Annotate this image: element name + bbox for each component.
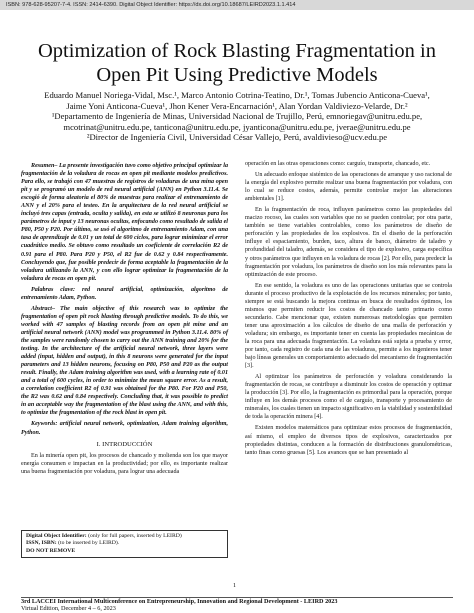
page-number: 1: [233, 582, 237, 589]
right-paragraph-3: En la fragmentación de roca, influyen parámetros como las propiedades del macizo rocoso, las cuales son variables que no se pueden controlar; por otra parte, también se tiene variables controlables, como los parámetros de diseño de perforación y las propiedades de los explosivos. En el diseño de la perforación influye el espaciamiento, burden, taco, altura de banco, diámetro de taladro y profundidad del taladro, además, se considera el tipo de explosivo, carga específica y otros parámetros que influyen en la voladura de rocas [2]. Por ello, para predecir la fragmentación por voladura, los parámetros de diseño son los más relevantes para la optimización de este proceso.: [245, 207, 452, 278]
palabras-clave-label: Palabras clave:: [31, 286, 76, 293]
resumen-label: Resumen–: [31, 163, 58, 169]
right-paragraph-6: Existen modelos matemáticos para optimizar estos procesos de fragmentación, así mismo, el empleo de diversos tipos de explosivos, caracterizados por propiedades distintas, conducen a la formación de distribuciones granulométricas, tanto finas como gruesas [5]. Los avances que se han presentado al: [245, 425, 452, 456]
left-column: [21, 162, 228, 479]
identifier-bar: [0, 0, 474, 10]
right-paragraph-1: operación en las otras operaciones como: carguío, transporte, chancado, etc.: [245, 161, 431, 167]
palabras-clave-text: red neural artificial, optimización, algoritmo de entrenamiento Adam, Python.: [21, 286, 228, 301]
conference-name: 3rd LACCEI International Multiconference on Entrepreneurship, Innovation and Regional Development - LEIRD 2023: [21, 598, 338, 605]
resumen-text: La presente investigación tuvo como objetivo principal optimizar la fragmentación de la voladura de rocas en open pit mediante modelos predictivos. Para ello, se trabajó con 47 muestras de registros de voladuras de una mina open pit y se programó un modelo de red neural artificial (ANN) en Python 3.11.4. Se escogió de forma aleatoria el 80% de muestras para realizar el entrenamiento de ANN y el 20% para el testeo. En la arquitectura de la red neural artificial se incluyó tres capas (entrada, oculta y salida), en esta se utilizó 8 neuronas para los parámetros de input y 13 neuronas ocultas, enfocando como resultado de salida el P80, P50 y P20. Por último, se usó el algoritmo de entrenamiento Adam, con una tasa de aprendizaje de 0.01 y un total de 600 ciclos, para lograr minimizar el error cuadrático medio. Se obtuvo como resultado un coeficiente de correlación R2 de 0.91 para el P80. Para P20 y P50, el R2 fue de 0.62 y 0.84 respectivamente. Concluyendo que, fue posible predecir de forma aceptable la fragmentación de la voladura utilizando la ANN, y con ello lograr optimizar la fragmentación de la voladura de rocas en open pit.: [21, 163, 229, 282]
author-block: [20, 90, 454, 143]
right-paragraph-4: En ese sentido, la voladura es uno de las operaciones unitarias que se controla durante el proceso productivo de la explotación de los recursos minerales; por tanto, siempre se está buscando la mejora continua en busca de resultados óptimos, los mismos que permiten reducir los costos de chancado tanto primario como secundario. Cabe mencionar que, existen numerosas metodologías que permiten tener una aproximación a los cálculos de diseño de una malla de perforación y voladura; sin embargo, es importante tener en cuenta las propiedades mecánicas de la roca para una adecuada fragmentación. La voladura está sujeta a prueba y error, por tanto, cada registro de cada una de las voladuras, permite a los ingenieros tener bajo líneas generales un comportamiento adecuado del mecanismo de fragmentación [3].: [245, 282, 452, 370]
title-line-2: Open Pit Using Predictive Models: [96, 64, 378, 86]
conference-venue: Virtual Edition, December 4 – 6, 2023: [21, 605, 116, 612]
right-column: [245, 160, 452, 460]
infobox-line-2-label: ISSN, ISBN:: [26, 540, 57, 547]
authors-line-1: Eduardo Manuel Noriega-Vidal, Msc.¹, Marco Antonio Cotrina-Teatino, Dr.¹, Tomas Jubencio Anticona-Cueva¹,: [44, 90, 430, 100]
title-line-1: Optimization of Rock Blasting Fragmentation in: [38, 40, 436, 62]
infobox-line-2: [26, 540, 223, 547]
infobox-line-3: [26, 548, 223, 555]
abstract-text: The main objective of this research was to optimize the fragmentation of open pit rock blasting through predictive models. To do this, we worked with 47 samples of blasting records from an open pit mine and an artificial neural network (ANN) model was programmed in Python 3.11.4. 80% of the samples were randomly chosen to carry out the ANN training and 20% for the testing. In the architecture of the artificial neural network, three layers were added (input, hidden and output), in this 8 neurons were generated for the input parameters and 13 hidden neurons, focusing on P80, P50 and P20 as the output result. Finally, the Adam training algorithm was used, with a learning rate of 0.01 and a total of 600 cycles, in order to minimize the mean square error. As a result, a correlation coefficient R2 of 0.91 was obtained for the P80. For P20 and P50, the R2 was 0.62 and 0.84 respectively. Concluding that, it was possible to predict in an acceptable way the fragmentation of the blast using the ANN, and with this, to optimize the fragmentation of the rock blast in open pit.: [21, 305, 228, 417]
keywords-label: Keywords:: [31, 421, 58, 428]
affiliation-emails: mcotrinat@unitru.edu.pe, tanticona@unitru.edu.pe, jyanticona@unitru.edu.pe, jverae@unitru.edu.pe: [63, 121, 411, 132]
section-heading-introduction: I. INTRODUCCIÓN: [96, 440, 153, 448]
keywords-text: artificial neural network, optimization, Adam training algorithm, Python.: [21, 421, 228, 436]
infobox-line-1-label: Digital Object Identifier:: [26, 533, 87, 539]
page-footer: [0, 580, 474, 613]
doi-info-box: [21, 530, 228, 558]
affiliation-1: ¹Departamento de Ingeniería de Minas, Universidad Nacional de Trujillo, Perú, emnoriegav@unitru.edu.pe,: [51, 111, 423, 121]
affiliation-2: ²Director de Ingeniería Civil, Universidad César Vallejo, Perú, avaldivieso@ucv.edu.pe: [86, 132, 388, 142]
right-paragraph-5: Al optimizar los parámetros de perforación y voladura considerando la fragmentación de rocas, se contribuye a disminuir los costos de operación y optimar la producción [3]. Por ello, la fragmentación es primordial para la operación, porque influye en los demás procesos como el de carguío, transporte y procesamiento de minerales, los cuales tienen un impacto significativo en la viabilidad y sostenibilidad de toda la operación minera [4].: [245, 374, 452, 421]
resumen-paragraph: [21, 162, 228, 283]
paper-title: [20, 39, 454, 87]
infobox-do-not-remove: DO NOT REMOVE: [26, 547, 76, 554]
keywords-paragraph: [21, 420, 228, 436]
abstract-paragraph: [21, 305, 228, 418]
infobox-line-1-text: (only for full papers, inserted by LEIRD): [88, 533, 182, 539]
abstract-label: Abstract–: [31, 305, 56, 312]
right-paragraph-2: Un adecuado enfoque sistémico de las operaciones de arranque y uso racional de la energía del explosivo permite realizar una buena fragmentación por voladura, con lo cual se reduce costos, además, permite controlar mejor las alteraciones ambientales [1].: [245, 172, 452, 203]
authors-line-2: Jaime Yoni Anticona-Cueva¹, Jhon Kener Vera-Encarnación¹, Alan Yordan Valdiviezo-Velarde, Dr.²: [66, 100, 408, 111]
infobox-line-2-text: (to be inserted by LEIRD).: [58, 540, 120, 547]
identifier-text: ISBN: 978-628-95207-7-4. ISSN: 2414-6390. Digital Object Identifier: https://dx.doi.org/10.18687/LEIRD2023.1.1.414: [6, 2, 296, 8]
intro-paragraph-1: En la minería open pit, los procesos de chancado y molienda son los que mayor energía consumen e impactan en la productividad; por ello, es importante realizar una buena fragmentación por voladura, para lograr una adecuada: [21, 452, 228, 475]
palabras-clave-paragraph: [21, 286, 228, 302]
